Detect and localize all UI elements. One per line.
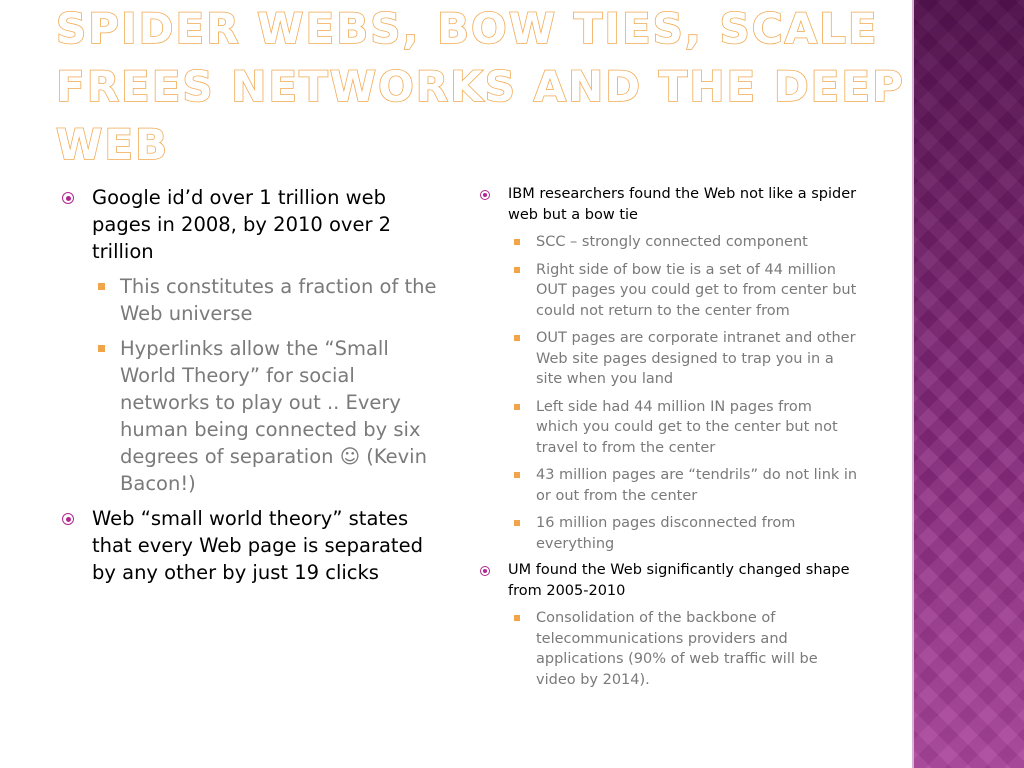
subbullet-text: This constitutes a fraction of the Web universe	[120, 275, 437, 325]
right-bullet-1	[478, 184, 858, 554]
left-bullet-list	[60, 184, 440, 586]
slide-title: SPIDER WEBS, BOW TIES, SCALE FREES NETWORKS AND THE DEEP WEB	[56, 4, 905, 169]
subbullet-text: 43 million pages are “tendrils” do not link in or out from the center	[536, 467, 858, 504]
square-bullet-icon	[514, 404, 520, 410]
right-subbullet-4	[508, 397, 858, 459]
side-stripe-edge	[912, 0, 914, 768]
subbullet-text: Left side had 44 million IN pages from which you could get to the center but not travel to from the center	[536, 398, 838, 456]
circle-bullet-icon	[480, 566, 490, 576]
right-subbullet-6	[508, 513, 858, 554]
square-bullet-icon	[514, 239, 520, 245]
right-subbullet-2	[508, 260, 858, 322]
subbullet-text: Right side of bow tie is a set of 44 million OUT pages you could get to from center but could not return to the center from	[536, 261, 857, 319]
bullet-text: UM found the Web significantly changed shape from 2005-2010	[508, 562, 850, 599]
square-bullet-icon	[514, 615, 520, 621]
right-subbullet-3	[508, 328, 858, 390]
sub-bullet-list	[508, 608, 858, 690]
right-bullet-list	[478, 184, 858, 690]
bullet-text: Google id’d over 1 trillion web pages in 2008, by 2010 over 2 trillion	[92, 186, 392, 263]
left-bullet-1	[60, 184, 440, 497]
decorative-side-stripe	[912, 0, 1024, 768]
square-bullet-icon	[514, 520, 520, 526]
sub-bullet-list	[508, 232, 858, 554]
square-bullet-icon	[514, 472, 520, 478]
subbullet-text: OUT pages are corporate intranet and other Web site pages designed to trap you in a site when you land	[536, 330, 856, 387]
square-bullet-icon	[514, 267, 520, 273]
right-column	[478, 184, 858, 696]
sub-bullet-list	[92, 273, 440, 497]
subbullet-text: SCC – strongly connected component	[536, 234, 808, 250]
square-bullet-icon	[514, 335, 520, 341]
circle-bullet-icon	[480, 190, 490, 200]
left-column	[60, 184, 440, 594]
square-bullet-icon	[98, 283, 105, 290]
left-subbullet-1	[92, 273, 440, 327]
subbullet-text: Consolidation of the backbone of telecommunications providers and applications (90% of web traffic will be video by 2014).	[536, 610, 818, 688]
right-subbullet-7	[508, 608, 858, 690]
left-bullet-2	[60, 505, 440, 586]
subbullet-text: 16 million pages disconnected from everything	[536, 515, 796, 552]
bullet-text: IBM researchers found the Web not like a spider web but a bow tie	[508, 186, 857, 223]
right-subbullet-5	[508, 465, 858, 506]
circle-bullet-icon	[62, 513, 74, 525]
bullet-text: Web “small world theory” states that every Web page is separated by any other by just 19 clicks	[92, 507, 423, 584]
square-bullet-icon	[98, 345, 105, 352]
left-subbullet-2	[92, 335, 440, 497]
circle-bullet-icon	[62, 192, 74, 204]
subbullet-text: Hyperlinks allow the “Small World Theory” for social networks to play out .. Every human being connected by six degrees of separation ☺ (Kevin Bacon!)	[120, 337, 427, 495]
right-subbullet-1	[508, 232, 858, 253]
right-bullet-2	[478, 560, 858, 690]
